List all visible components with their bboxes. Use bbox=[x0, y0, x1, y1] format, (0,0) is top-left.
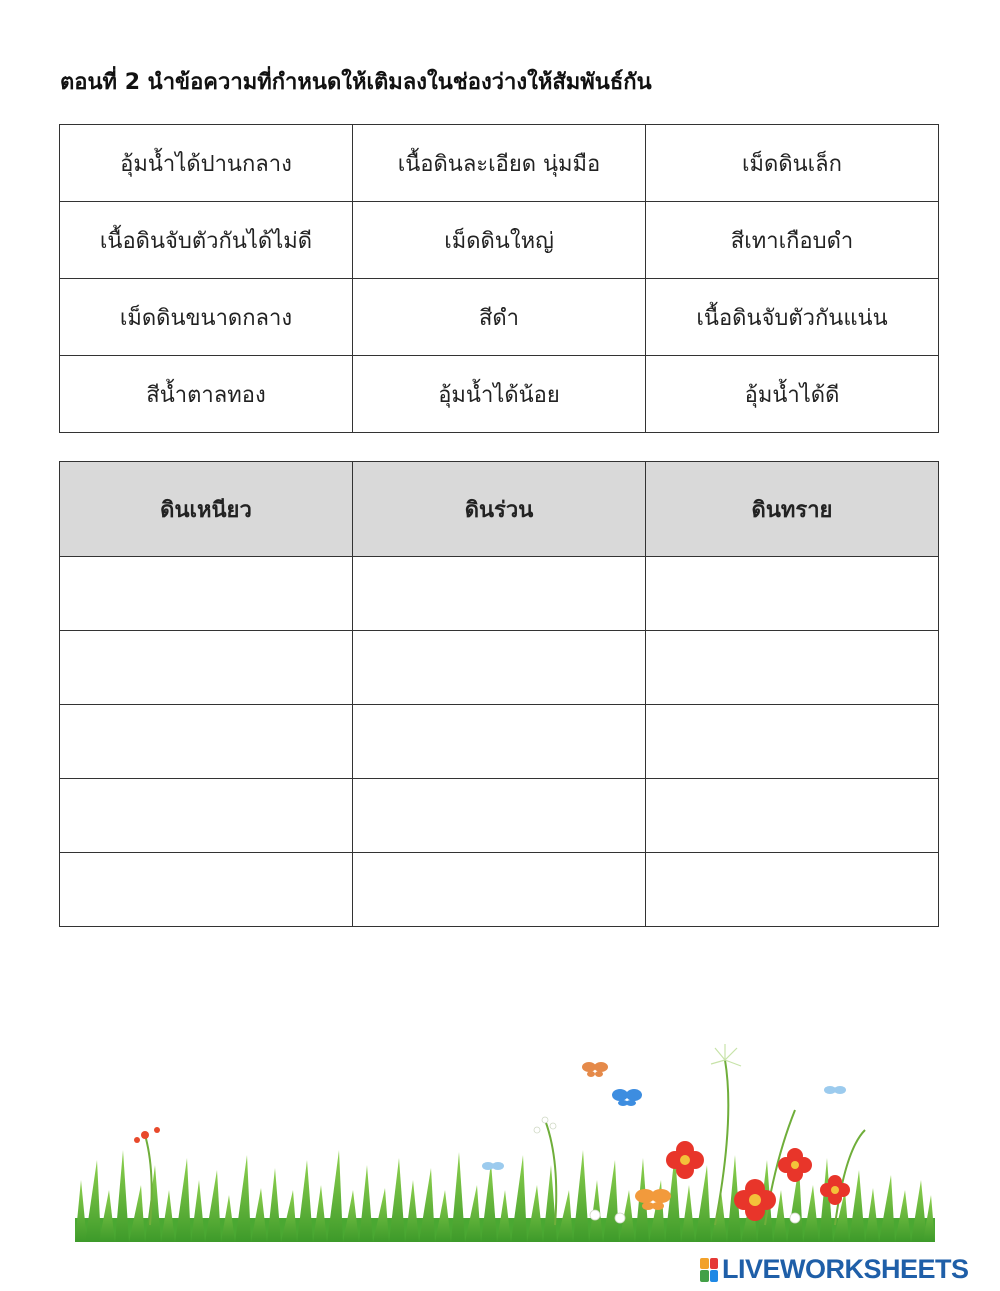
word-bank-cell[interactable]: สีเทาเกือบดำ bbox=[646, 202, 939, 279]
worksheet-title: ตอนที่ 2 นำข้อความที่กำหนดให้เติมลงในช่องว่างให้สัมพันธ์กัน bbox=[60, 70, 652, 95]
answer-drop-cell[interactable] bbox=[60, 853, 353, 927]
answer-row bbox=[60, 631, 939, 705]
word-bank-cell[interactable]: เนื้อดินจับตัวกันแน่น bbox=[646, 279, 939, 356]
column-header-loam-soil: ดินร่วน bbox=[353, 462, 646, 557]
word-bank-cell[interactable]: อุ้มน้ำได้น้อย bbox=[353, 356, 646, 433]
answer-drop-cell[interactable] bbox=[353, 631, 646, 705]
answer-table bbox=[59, 461, 939, 927]
liveworksheets-logo-text: LIVEWORKSHEETS bbox=[722, 1254, 969, 1284]
meadow-flowers-butterflies-illustration bbox=[75, 1040, 935, 1250]
word-bank-row bbox=[60, 125, 939, 202]
liveworksheets-logo-icon bbox=[700, 1258, 718, 1282]
answer-row bbox=[60, 853, 939, 927]
word-bank-cell[interactable]: เม็ดดินใหญ่ bbox=[353, 202, 646, 279]
liveworksheets-logo bbox=[700, 1254, 969, 1285]
answer-drop-cell[interactable] bbox=[646, 853, 939, 927]
word-bank-cell[interactable]: สีดำ bbox=[353, 279, 646, 356]
answer-drop-cell[interactable] bbox=[646, 631, 939, 705]
word-bank-cell[interactable]: อุ้มน้ำได้ปานกลาง bbox=[60, 125, 353, 202]
answer-header-row bbox=[60, 462, 939, 557]
answer-drop-cell[interactable] bbox=[353, 705, 646, 779]
answer-drop-cell[interactable] bbox=[353, 853, 646, 927]
answer-drop-cell[interactable] bbox=[60, 631, 353, 705]
word-bank-cell[interactable]: เนื้อดินละเอียด นุ่มมือ bbox=[353, 125, 646, 202]
answer-drop-cell[interactable] bbox=[646, 557, 939, 631]
word-bank-cell[interactable]: อุ้มน้ำได้ดี bbox=[646, 356, 939, 433]
word-bank-row bbox=[60, 279, 939, 356]
answer-drop-cell[interactable] bbox=[60, 557, 353, 631]
word-bank-cell[interactable]: เม็ดดินเล็ก bbox=[646, 125, 939, 202]
answer-drop-cell[interactable] bbox=[60, 779, 353, 853]
answer-row bbox=[60, 705, 939, 779]
word-bank-cell[interactable]: เนื้อดินจับตัวกันได้ไม่ดี bbox=[60, 202, 353, 279]
word-bank-row bbox=[60, 202, 939, 279]
answer-drop-cell[interactable] bbox=[353, 557, 646, 631]
answer-drop-cell[interactable] bbox=[353, 779, 646, 853]
word-bank-row bbox=[60, 356, 939, 433]
answer-row bbox=[60, 779, 939, 853]
word-bank-cell[interactable]: เม็ดดินขนาดกลาง bbox=[60, 279, 353, 356]
answer-drop-cell[interactable] bbox=[60, 705, 353, 779]
answer-row bbox=[60, 557, 939, 631]
word-bank-table bbox=[59, 124, 939, 433]
column-header-sandy-soil: ดินทราย bbox=[646, 462, 939, 557]
word-bank-cell[interactable]: สีน้ำตาลทอง bbox=[60, 356, 353, 433]
column-header-clay-soil: ดินเหนียว bbox=[60, 462, 353, 557]
answer-drop-cell[interactable] bbox=[646, 705, 939, 779]
answer-drop-cell[interactable] bbox=[646, 779, 939, 853]
